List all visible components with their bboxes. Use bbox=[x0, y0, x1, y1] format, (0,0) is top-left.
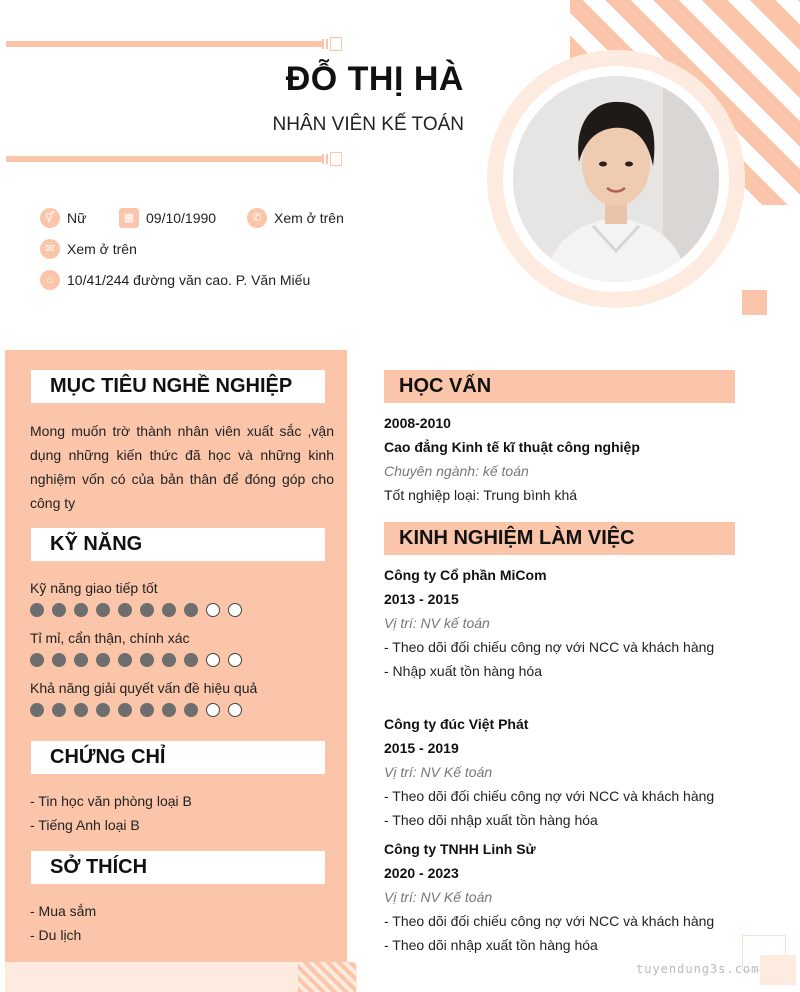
education-result: Tốt nghiệp loại: Trung bình khá bbox=[384, 487, 578, 503]
rating-dot-filled bbox=[30, 653, 44, 667]
rating-dot-empty bbox=[206, 703, 220, 717]
job-position: Vị trí: NV kế toán bbox=[384, 615, 490, 631]
job-position: Vị trí: NV Kế toán bbox=[384, 764, 493, 780]
rating-dot-filled bbox=[140, 703, 154, 717]
job-company: Công ty đúc Việt Phát bbox=[384, 716, 529, 732]
email-info bbox=[40, 239, 137, 259]
rating-dot-empty bbox=[206, 603, 220, 617]
rating-dot-filled bbox=[140, 653, 154, 667]
education-period: 2008-2010 bbox=[384, 415, 451, 431]
experience-heading: KINH NGHIỆM LÀM VIỆC bbox=[384, 522, 735, 555]
decorative-bar-tick bbox=[326, 154, 328, 164]
birthday-value: 09/10/1990 bbox=[146, 210, 217, 226]
rating-dot-filled bbox=[184, 603, 198, 617]
job-period: 2013 - 2015 bbox=[384, 591, 459, 607]
education-school: Cao đẳng Kinh tế kĩ thuật công nghiệp bbox=[384, 439, 640, 455]
job-period: 2020 - 2023 bbox=[384, 865, 459, 881]
objective-text: Mong muốn trờ thành nhân viên xuất sắc ,vận dụng những kiến thức đã học và những kinh nghiệm vốn có của bản thân để đóng góp cho công ty bbox=[30, 423, 334, 511]
phone-info bbox=[247, 208, 344, 228]
decorative-bar-end bbox=[330, 152, 342, 166]
education-heading: HỌC VẤN bbox=[384, 370, 735, 403]
rating-dot-filled bbox=[118, 703, 132, 717]
rating-dot-filled bbox=[74, 703, 88, 717]
watermark: tuyendung3s.com bbox=[636, 962, 760, 976]
envelope-icon: ✉ bbox=[40, 239, 60, 259]
decorative-bar-tick bbox=[326, 39, 328, 49]
rating-dot-filled bbox=[96, 653, 110, 667]
rating-dot-filled bbox=[74, 603, 88, 617]
skill-label: Kỹ năng giao tiếp tốt bbox=[30, 580, 158, 596]
calendar-icon: ▦ bbox=[119, 208, 139, 228]
rating-dot-filled bbox=[96, 703, 110, 717]
gender-icon: ⚥ bbox=[40, 208, 60, 228]
rating-dot-filled bbox=[30, 703, 44, 717]
hobbies-heading: SỞ THÍCH bbox=[31, 851, 325, 884]
rating-dot-empty bbox=[206, 653, 220, 667]
rating-dot-empty bbox=[228, 603, 242, 617]
photo-frame bbox=[503, 66, 729, 292]
rating-dot-filled bbox=[52, 703, 66, 717]
gender-info bbox=[40, 208, 86, 228]
rating-dot-filled bbox=[184, 653, 198, 667]
decorative-square bbox=[742, 290, 767, 315]
job-task: - Theo dõi đối chiếu công nợ với NCC và khách hàng bbox=[384, 639, 715, 655]
decorative-bar-tick bbox=[322, 39, 324, 49]
address-value: 10/41/244 đường văn cao. P. Văn Miếu bbox=[67, 272, 311, 288]
certificate-item: - Tin học văn phòng loại B bbox=[30, 793, 192, 809]
decorative-stripes-small bbox=[298, 962, 356, 992]
skill-label: Khả năng giải quyết vấn đề hiệu quả bbox=[30, 680, 258, 696]
phone-value: Xem ở trên bbox=[274, 210, 344, 226]
job-task: - Nhập xuất tồn hàng hóa bbox=[384, 663, 543, 679]
rating-dot-filled bbox=[118, 603, 132, 617]
decorative-bar-tick bbox=[322, 154, 324, 164]
rating-dot-empty bbox=[228, 703, 242, 717]
skill-label: Tỉ mỉ, cẩn thận, chính xác bbox=[30, 630, 190, 646]
rating-dot-filled bbox=[52, 653, 66, 667]
skill-rating bbox=[30, 603, 250, 617]
birthday-info bbox=[119, 208, 216, 228]
rating-dot-filled bbox=[52, 603, 66, 617]
phone-icon: ✆ bbox=[247, 208, 267, 228]
hobby-item: - Du lịch bbox=[30, 927, 82, 943]
decorative-bar-bottom bbox=[6, 156, 324, 162]
address-info bbox=[40, 270, 310, 290]
email-value: Xem ở trên bbox=[67, 241, 137, 257]
hobby-item: - Mua sắm bbox=[30, 903, 97, 919]
rating-dot-filled bbox=[96, 603, 110, 617]
decorative-bar-end bbox=[330, 37, 342, 51]
gender-value: Nữ bbox=[67, 210, 87, 226]
decorative-box bbox=[760, 955, 796, 985]
rating-dot-filled bbox=[30, 603, 44, 617]
rating-dot-filled bbox=[118, 653, 132, 667]
rating-dot-filled bbox=[162, 603, 176, 617]
job-company: Công ty Cổ phần MiCom bbox=[384, 567, 547, 583]
certificate-item: - Tiếng Anh loại B bbox=[30, 817, 140, 833]
rating-dot-filled bbox=[74, 653, 88, 667]
skill-rating bbox=[30, 703, 250, 717]
avatar bbox=[513, 76, 719, 282]
skill-rating bbox=[30, 653, 250, 667]
job-period: 2015 - 2019 bbox=[384, 740, 459, 756]
rating-dot-filled bbox=[162, 703, 176, 717]
decorative-bar-top bbox=[6, 41, 324, 47]
rating-dot-empty bbox=[228, 653, 242, 667]
job-task: - Theo dõi nhập xuất tồn hàng hóa bbox=[384, 812, 598, 828]
job-position: Vị trí: NV Kế toán bbox=[384, 889, 493, 905]
rating-dot-filled bbox=[162, 653, 176, 667]
objective-heading: MỤC TIÊU NGHỀ NGHIỆP bbox=[31, 370, 325, 403]
job-task: - Theo dõi đối chiếu công nợ với NCC và khách hàng bbox=[384, 788, 715, 804]
rating-dot-filled bbox=[184, 703, 198, 717]
candidate-name: ĐỖ THỊ HÀ bbox=[285, 60, 464, 98]
education-major: Chuyên ngành: kế toán bbox=[384, 463, 529, 479]
job-task: - Theo dõi nhập xuất tồn hàng hóa bbox=[384, 937, 598, 953]
rating-dot-filled bbox=[140, 603, 154, 617]
job-company: Công ty TNHH Linh Sử bbox=[384, 841, 536, 857]
job-task: - Theo dõi đối chiếu công nợ với NCC và khách hàng bbox=[384, 913, 715, 929]
certificates-heading: CHỨNG CHỈ bbox=[31, 741, 325, 774]
skills-heading: KỸ NĂNG bbox=[31, 528, 325, 561]
candidate-title: NHÂN VIÊN KẾ TOÁN bbox=[272, 114, 464, 135]
home-icon: ⌂ bbox=[40, 270, 60, 290]
